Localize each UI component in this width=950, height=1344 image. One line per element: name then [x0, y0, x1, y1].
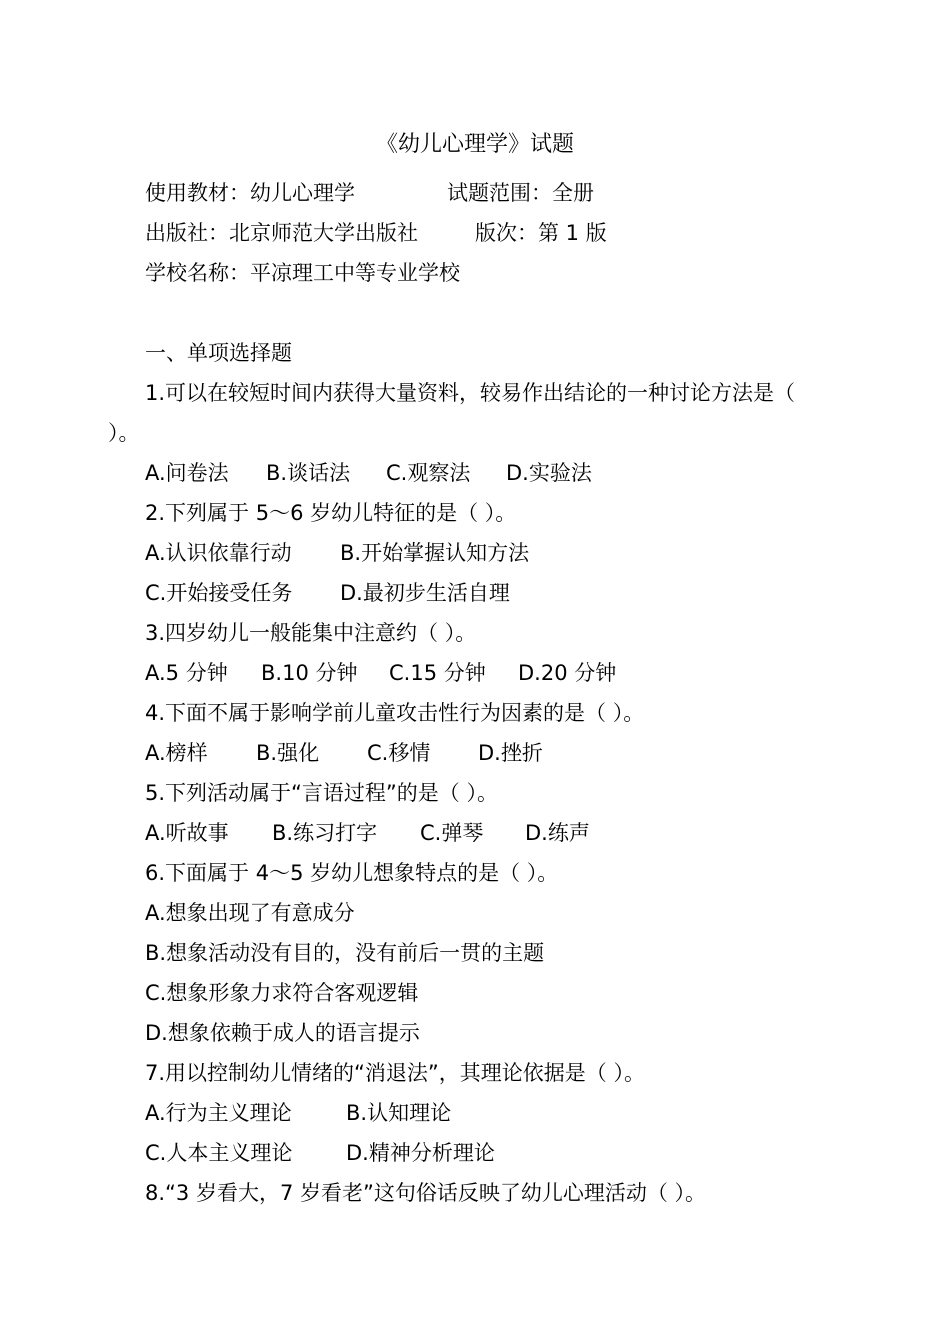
q1-option-a: A.问卷法	[145, 461, 229, 485]
q4-option-c: C.移情	[367, 741, 431, 765]
document-title: 《幼儿心理学》试题	[375, 132, 574, 157]
question-4-stem: 4.下面不属于影响学前儿童攻击性行为因素的是（ ）。	[145, 701, 645, 725]
meta-row-1	[145, 178, 594, 208]
q2-option-a: A.认识依靠行动	[145, 541, 292, 565]
q1-option-b: B.谈话法	[266, 461, 351, 485]
meta-publisher: 出版社：北京师范大学出版社	[145, 221, 418, 245]
question-3-stem: 3.四岁幼儿一般能集中注意约（ ）。	[145, 621, 477, 645]
meta-scope: 试题范围：全册	[447, 181, 594, 205]
question-2-options-row-2	[145, 578, 510, 608]
meta-school: 学校名称：平凉理工中等专业学校	[145, 261, 460, 285]
question-1-options	[145, 458, 592, 488]
q6-option-b: B.想象活动没有目的，没有前后一贯的主题	[145, 941, 545, 965]
q3-option-c: C.15 分钟	[389, 661, 486, 685]
q1-option-c: C.观察法	[386, 461, 471, 485]
q5-option-c: C.弹琴	[420, 821, 484, 845]
q7-option-a: A.行为主义理论	[145, 1101, 292, 1125]
section-title: 一、单项选择题	[145, 341, 292, 365]
q7-option-b: B.认知理论	[346, 1101, 452, 1125]
q6-option-d: D.想象依赖于成人的语言提示	[145, 1021, 420, 1045]
q5-option-b: B.练习打字	[272, 821, 378, 845]
question-2-stem: 2.下列属于 5～6 岁幼儿特征的是（ ）。	[145, 501, 517, 525]
question-7-options-row-1	[145, 1098, 452, 1128]
question-4-options	[145, 738, 543, 768]
question-2-options-row-1	[145, 538, 530, 568]
meta-textbook: 使用教材：幼儿心理学	[145, 181, 355, 205]
meta-edition: 版次：第 1 版	[475, 221, 607, 245]
question-1-stem: 1.可以在较短时间内获得大量资料，较易作出结论的一种讨论方法是（	[145, 381, 796, 405]
q4-option-b: B.强化	[256, 741, 320, 765]
q3-option-d: D.20 分钟	[518, 661, 617, 685]
question-7-stem: 7.用以控制幼儿情绪的“消退法”，其理论依据是（ ）。	[145, 1061, 645, 1085]
question-1-stem-cont: ）。	[108, 421, 140, 445]
q1-option-d: D.实验法	[506, 461, 592, 485]
question-5-stem: 5.下列活动属于“言语过程”的是（ ）。	[145, 781, 498, 805]
q2-option-c: C.开始接受任务	[145, 581, 293, 605]
q4-option-d: D.挫折	[478, 741, 543, 765]
question-6-stem: 6.下面属于 4～5 岁幼儿想象特点的是（ ）。	[145, 861, 559, 885]
question-5-options	[145, 818, 590, 848]
q7-option-c: C.人本主义理论	[145, 1141, 293, 1165]
q6-option-a: A.想象出现了有意成分	[145, 901, 355, 925]
q7-option-d: D.精神分析理论	[346, 1141, 495, 1165]
question-8-stem: 8.“3 岁看大，7 岁看老”这句俗话反映了幼儿心理活动（ ）。	[145, 1181, 707, 1205]
q5-option-d: D.练声	[525, 821, 590, 845]
q5-option-a: A.听故事	[145, 821, 229, 845]
meta-row-2	[145, 218, 607, 248]
q2-option-d: D.最初步生活自理	[340, 581, 510, 605]
q2-option-b: B.开始掌握认知方法	[340, 541, 530, 565]
question-7-options-row-2	[145, 1138, 495, 1168]
q3-option-a: A.5 分钟	[145, 661, 228, 685]
q3-option-b: B.10 分钟	[261, 661, 358, 685]
q6-option-c: C.想象形象力求符合客观逻辑	[145, 981, 419, 1005]
q4-option-a: A.榜样	[145, 741, 208, 765]
question-3-options	[145, 658, 617, 688]
